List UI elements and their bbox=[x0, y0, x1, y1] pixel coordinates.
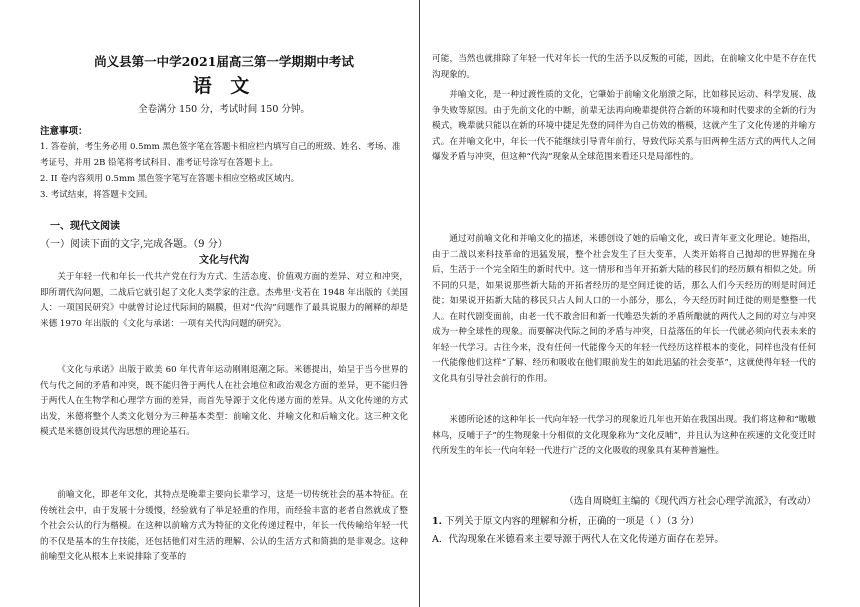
exam-title: 尚义县第一中学2021届高三第一学期期中考试 bbox=[94, 54, 354, 69]
article-paragraph: 并喻文化，是一种过渡性质的文化，它肇始于前喻文化崩溃之际，比如移民运动、科学发展、战争失败等原因。由于先前文化的中断，前辈无法再向晚辈提供符合新的环境和时代要求的全新的行为模式，晚辈就只能以在新的环境中捷足先登的同伴为自己仿效的楷模，这就产生了文化传递的并喻方式。在并喻文化中，年长一代不能继续引导青年前行，导致代际关系与旧两种生活方式的两代人之间爆发矛盾与冲突，但这种“代沟”现象从全球范围来看还只是局部性的。 bbox=[432, 90, 816, 162]
section-heading: 一、现代文阅读 bbox=[50, 221, 120, 232]
article-paragraph: 米德所论述的这种年长一代向年轻一代学习的现象近几年也开始在我国出现。我们将这种和“嗷嗷林鸟，反哺于子”的生物现象十分相似的文化现象称为“文化反哺”，并且认为这种在疾速的文化变迁时代所发生的年长一代向年轻一代进行广泛的文化吸收的现象具有某种普遍性。 bbox=[432, 415, 816, 456]
section-sub-heading: （一）阅读下面的文字,完成各题。（9 分） bbox=[40, 239, 228, 250]
question-option-a: A．代沟现象在米德看来主要导源于两代人在文化传递方面存在差异。 bbox=[432, 534, 724, 545]
question-number: 1. bbox=[432, 516, 442, 527]
question-stem: 下列关于原文内容的理解和分析，正确的一项是（ ）（3 分） bbox=[444, 516, 700, 527]
exam-meta: 全卷满分 150 分，考试时间 150 分钟。 bbox=[138, 104, 310, 115]
note-item: 3. 考试结束，将答题卡交回。 bbox=[40, 190, 153, 200]
column-divider bbox=[419, 0, 420, 607]
article-paragraph: 通过对前喻文化和并喻文化的描述，米德创设了她的后喻文化，或曰青年亚文化理论。她指出，由于二战以来科技革命的迅猛发展，整个社会发生了巨大变革，人类开始将自己抛却的世界抛在身后，生活于一个完全陌生的新时代中。这一情形和当年开拓新大陆的移民们的经历颇有相似之处。所不同的只是，如果说那些新大陆的开拓者经历的是空间迁徙的话，那么人们今天经历的则是时间迁徙；如果说开拓新大陆的移民只占人间人口的一小部分，那么，今天经历时间迁徙的则是整整一代人。在时代剧变面前，由老一代不敢舍旧和新一代唯恐失新的矛盾所酿就的两代人之间的对立与冲突成为一种全球性的现象。而要解决代际之间的矛盾与冲突，日益落伍的年长一代就必须向代表未来的年轻一代学习。古往今来，没有任何一代能像今天的年轻一代经历这样根本的变化，同样也没有任何一代能像他们这样“了解、经历和吸收在他们眼前发生的如此迅猛的社会变革”，这就使得年轻一代的文化具有引导社会前行的作用。 bbox=[432, 234, 816, 384]
notes-list bbox=[40, 139, 408, 203]
article-paragraph: 前喻文化，即老年文化，其特点是晚辈主要向长辈学习，这是一切传统社会的基本特征。在传统社会中，由于发展十分缓慢，经验就有了举足轻重的作用，而经验丰富的老者自然就成了整个社会公认的行为楷模。在这种以前喻方式为特征的文化传递过程中，年长一代传喻给年轻一代的不仅是基本的生存技能，还包括他们对生活的理解、公认的生活方式和简拙的是非观念。这种前喻型文化从根本上来说排除了变革的 bbox=[40, 490, 408, 562]
notes-heading: 注意事项： bbox=[40, 126, 88, 137]
subject-title: 语 文 bbox=[192, 75, 256, 97]
note-item: 1. 答卷前，考生务必用 0.5mm 黑色签字笔在答题卡相应栏内填写自己的班级、姓名、考场、准考证号，并用 2B 铅笔将考试科目、准考证号涂写在答题卡上。 bbox=[40, 142, 401, 168]
article-paragraph: 《文化与承诺》出版于欧美 60 年代青年运动刚刚退潮之际。米德提出，始呈于当今世界的代与代之间的矛盾和冲突，既不能归咎于两代人在社会地位和政治观念方面的差异，更不能归咎于两代人在生物学和心理学方面的差异，而首先导源于文化传递方面的差异。从文化传递的方式出发，米德将整个人类文化划分为三种基本类型：前喻文化、并喻文化和后喻文化。这三种文化模式是米德创设其代沟思想的理论基石。 bbox=[40, 365, 408, 437]
note-item: 2. II 卷内容须用 0.5mm 黑色签字笔写在答题卡相应空格或区域内。 bbox=[40, 174, 300, 184]
article-source: （选自周晓虹主编的《现代西方社会心理学流派》，有改动） bbox=[564, 496, 816, 507]
question-1 bbox=[432, 513, 816, 527]
article-paragraph: 可能，当然也就排除了年轻一代对年长一代的生活予以反叛的可能，因此，在前喻文化中是不存在代沟现象的。 bbox=[432, 54, 816, 80]
article-title: 文化与代沟 bbox=[199, 255, 249, 266]
article-paragraph: 关于年轻一代和年长一代共产党在行为方式、生活态度、价值观方面的差异、对立和冲突，即所谓代沟问题，二战后它就引起了文化人类学家的注意。杰弗里·戈若在 1948 年出版的《美国人：一项国民研究》中就曾讨论过代际间的隔膜，但对“代沟”问题作了最具说服力的阐释的却是米德 1970 年出版的《文化与承诺：一项有关代沟问题的研究》。 bbox=[40, 272, 408, 329]
